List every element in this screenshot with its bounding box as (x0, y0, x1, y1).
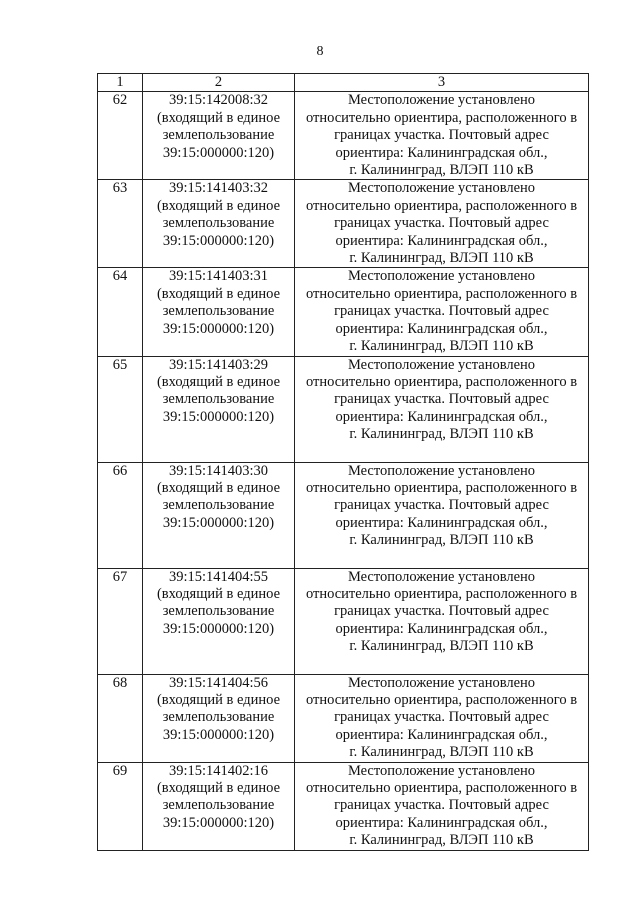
cadastral-number: 39:15:141403:31 (входящий в единое землепользование 39:15:000000:120) (143, 268, 295, 356)
location-description: Местоположение установлено относительно ориентира, расположенного в границах участка. Почтовый адрес ориентира: Калининградская обл., г. Калининград, ВЛЭП 110 кВ (295, 462, 589, 568)
row-number: 66 (98, 462, 143, 568)
location-description: Местоположение установлено относительно ориентира, расположенного в границах участка. Почтовый адрес ориентира: Калининградская обл., г. Калининград, ВЛЭП 110 кВ (295, 268, 589, 356)
page-number: 8 (316, 44, 324, 59)
cadastral-number: 39:15:141403:30 (входящий в единое землепользование 39:15:000000:120) (143, 462, 295, 568)
cadastral-number: 39:15:141402:16 (входящий в единое землепользование 39:15:000000:120) (143, 762, 295, 850)
table-row (98, 762, 589, 850)
location-description: Местоположение установлено относительно ориентира, расположенного в границах участка. Почтовый адрес ориентира: Калининградская обл., г. Калининград, ВЛЭП 110 кВ (295, 356, 589, 462)
row-number: 68 (98, 674, 143, 762)
land-plots-table (97, 73, 589, 851)
cadastral-number: 39:15:141403:32 (входящий в единое землепользование 39:15:000000:120) (143, 180, 295, 268)
row-number: 64 (98, 268, 143, 356)
table-row (98, 674, 589, 762)
location-description: Местоположение установлено относительно ориентира, расположенного в границах участка. Почтовый адрес ориентира: Калининградская обл., г. Калининград, ВЛЭП 110 кВ (295, 180, 589, 268)
row-number: 63 (98, 180, 143, 268)
table-row (98, 92, 589, 180)
cadastral-number: 39:15:142008:32 (входящий в единое землепользование 39:15:000000:120) (143, 92, 295, 180)
row-number: 67 (98, 568, 143, 674)
location-description: Местоположение установлено относительно ориентира, расположенного в границах участка. Почтовый адрес ориентира: Калининградская обл., г. Калининград, ВЛЭП 110 кВ (295, 762, 589, 850)
location-description: Местоположение установлено относительно ориентира, расположенного в границах участка. Почтовый адрес ориентира: Калининградская обл., г. Калининград, ВЛЭП 110 кВ (295, 92, 589, 180)
column-header-number: 1 (98, 74, 143, 92)
location-description: Местоположение установлено относительно ориентира, расположенного в границах участка. Почтовый адрес ориентира: Калининградская обл., г. Калининград, ВЛЭП 110 кВ (295, 674, 589, 762)
column-header-location: 3 (295, 74, 589, 92)
table-row (98, 462, 589, 568)
table-row (98, 568, 589, 674)
row-number: 62 (98, 92, 143, 180)
cadastral-number: 39:15:141404:55 (входящий в единое землепользование 39:15:000000:120) (143, 568, 295, 674)
location-description: Местоположение установлено относительно ориентира, расположенного в границах участка. Почтовый адрес ориентира: Калининградская обл., г. Калининград, ВЛЭП 110 кВ (295, 568, 589, 674)
column-header-cadastral: 2 (143, 74, 295, 92)
cadastral-number: 39:15:141403:29 (входящий в единое землепользование 39:15:000000:120) (143, 356, 295, 462)
table-row (98, 356, 589, 462)
table-row (98, 268, 589, 356)
table-row (98, 180, 589, 268)
row-number: 65 (98, 356, 143, 462)
cadastral-number: 39:15:141404:56 (входящий в единое землепользование 39:15:000000:120) (143, 674, 295, 762)
row-number: 69 (98, 762, 143, 850)
table-header-row (98, 74, 589, 92)
